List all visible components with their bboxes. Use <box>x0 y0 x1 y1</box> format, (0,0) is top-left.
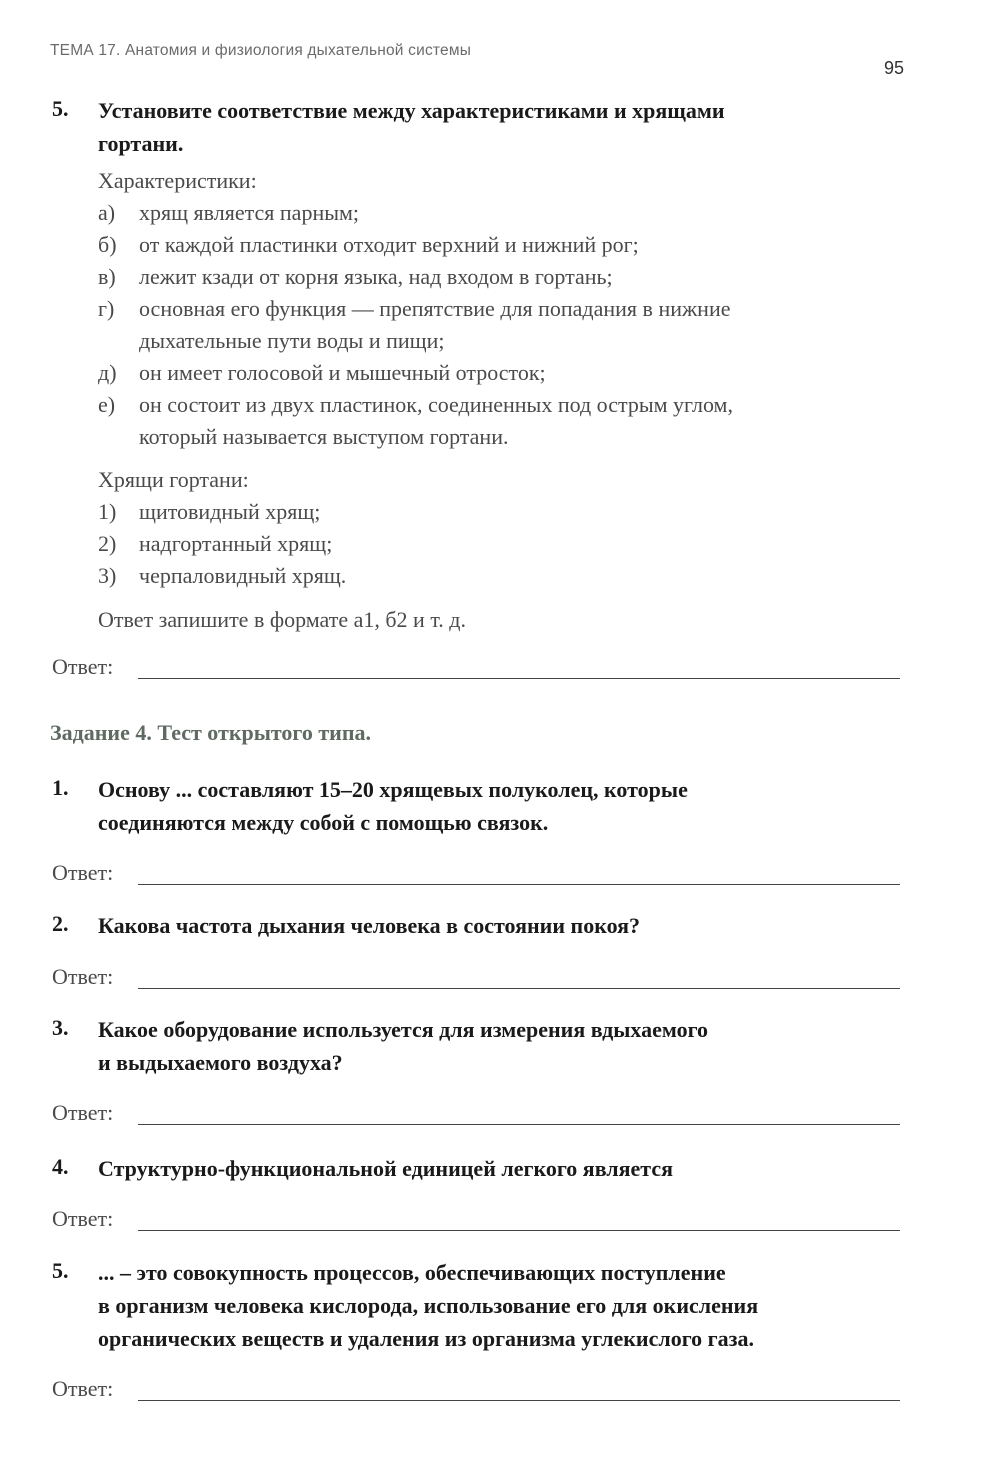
question-text <box>98 773 688 839</box>
item-text: надгортанный хрящ; <box>139 531 333 556</box>
list-item-continuation: дыхательные пути воды и пищи; <box>139 328 445 353</box>
answer-field[interactable] <box>52 1206 900 1232</box>
question-line: Какое оборудование используется для измерения вдыхаемого <box>98 1017 709 1042</box>
question-text <box>98 909 640 942</box>
answer-label: Ответ: <box>52 1100 114 1125</box>
answer-field[interactable] <box>52 654 900 680</box>
question-number: 3. <box>52 1015 69 1040</box>
task5-title-line: гортани. <box>98 131 184 156</box>
list-item <box>98 528 346 560</box>
cartilages-list <box>98 496 346 592</box>
item-text: щитовидный хрящ; <box>139 499 321 524</box>
question-line: соединяются между собой с помощью связок. <box>98 810 549 835</box>
question-line: Какова частота дыхания человека в состоянии покоя? <box>98 913 641 938</box>
answer-label: Ответ: <box>52 1376 114 1401</box>
list-item <box>98 560 346 592</box>
list-item <box>98 261 733 293</box>
answer-label: Ответ: <box>52 860 114 885</box>
characteristics-heading: Характеристики: <box>98 168 257 193</box>
list-item-continuation: который называется выступом гортани. <box>139 424 509 449</box>
question-number: 4. <box>52 1154 69 1179</box>
item-mark: 2) <box>98 531 117 556</box>
question-line: ... – это совокупность процессов, обеспечивающих поступление <box>98 1260 726 1285</box>
item-mark: в) <box>98 264 116 289</box>
item-mark: е) <box>98 392 116 417</box>
question-number: 1. <box>52 775 69 800</box>
item-text: черпаловидный хрящ. <box>139 563 347 588</box>
item-text: он состоит из двух пластинок, соединенных под острым углом, <box>139 392 733 417</box>
list-item <box>98 229 733 261</box>
page-number: 95 <box>884 58 905 78</box>
answer-line[interactable] <box>138 1230 900 1231</box>
list-item <box>98 496 346 528</box>
list-item <box>98 389 733 421</box>
answer-field[interactable] <box>52 964 900 990</box>
answer-label: Ответ: <box>52 654 114 679</box>
item-text: от каждой пластинки отходит верхний и нижний рог; <box>139 232 639 257</box>
item-text: он имеет голосовой и мышечный отросток; <box>139 360 546 385</box>
cartilages-heading: Хрящи гортани: <box>98 467 249 492</box>
question-line: органических веществ и удаления из организма углекислого газа. <box>98 1326 754 1351</box>
item-text: основная его функция — препятствие для попадания в нижние <box>139 296 731 321</box>
list-item <box>98 197 733 229</box>
item-mark: б) <box>98 232 117 257</box>
characteristics-list <box>98 197 733 453</box>
question-line: и выдыхаемого воздуха? <box>98 1050 343 1075</box>
answer-line[interactable] <box>138 1124 900 1125</box>
item-mark: д) <box>98 360 117 385</box>
item-mark: а) <box>98 200 116 225</box>
section-title: Задание 4. Тест открытого типа. <box>50 720 372 745</box>
answer-label: Ответ: <box>52 1206 114 1231</box>
question-text <box>98 1152 673 1185</box>
question-line: в организм человека кислорода, использование его для окисления <box>98 1293 759 1318</box>
answer-field[interactable] <box>52 1100 900 1126</box>
question-number: 5. <box>52 1258 69 1283</box>
question-line: Основу ... составляют 15–20 хрящевых полуколец, которые <box>98 777 688 802</box>
list-item <box>98 357 733 389</box>
answer-line[interactable] <box>138 884 900 885</box>
format-note: Ответ запишите в формате а1, б2 и т. д. <box>98 607 466 632</box>
item-mark: 1) <box>98 499 117 524</box>
item-mark: 3) <box>98 563 117 588</box>
task5-title <box>98 94 725 160</box>
answer-field[interactable] <box>52 1376 900 1402</box>
item-mark: г) <box>98 296 115 321</box>
answer-line[interactable] <box>138 988 900 989</box>
question-number: 2. <box>52 911 69 936</box>
answer-label: Ответ: <box>52 964 114 989</box>
task5-number: 5. <box>52 96 69 121</box>
task5-title-line: Установите соответствие между характеристиками и хрящами <box>98 98 725 123</box>
item-text: лежит кзади от корня языка, над входом в гортань; <box>139 264 613 289</box>
answer-line[interactable] <box>138 1400 900 1401</box>
question-text <box>98 1256 758 1355</box>
item-text: хрящ является парным; <box>139 200 360 225</box>
answer-line[interactable] <box>138 678 900 679</box>
question-text <box>98 1013 708 1079</box>
list-item <box>98 293 733 325</box>
question-line: Структурно-функциональной единицей легкого является <box>98 1156 674 1181</box>
running-title: ТЕМА 17. Анатомия и физиология дыхательной системы <box>50 42 472 59</box>
answer-field[interactable] <box>52 860 900 886</box>
